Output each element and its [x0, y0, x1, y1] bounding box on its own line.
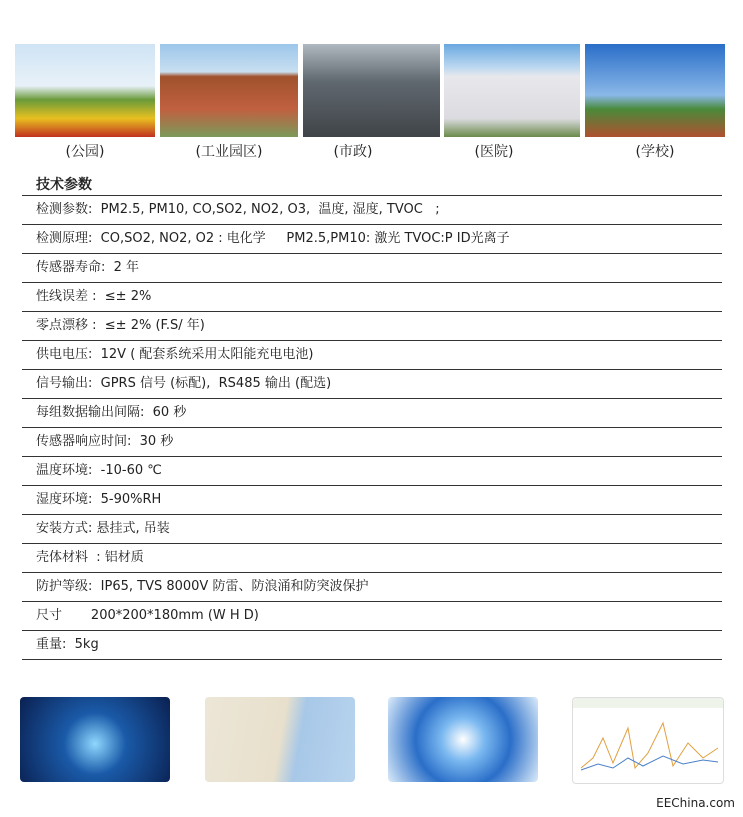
spec-row: 零点漂移 : ≤± 2% (F.S/ 年) [22, 312, 722, 341]
photo-school [585, 44, 725, 137]
spec-row: 传感器响应时间: 30 秒 [22, 428, 722, 457]
chip-image [20, 697, 170, 782]
spec-title: 技术参数 [36, 177, 92, 193]
spec-row: 湿度环境: 5-90%RH [22, 486, 722, 515]
spec-row: 性线误差 : ≤± 2% [22, 283, 722, 312]
spec-row: 壳体材料 : 铝材质 [22, 544, 722, 573]
spec-row: 检测原理: CO,SO2, NO2, O2 : 电化学 PM2.5,PM10: 激光 TVOC:P ID光离子 [22, 225, 722, 254]
spec-row: 重量: 5kg [22, 631, 722, 660]
map-image [205, 697, 355, 782]
spec-row: 安装方式: 悬挂式, 吊装 [22, 515, 722, 544]
caption-school: (学校) [635, 144, 675, 160]
spec-row: 防护等级: IP65, TVS 8000V 防雷、防浪涌和防突波保护 [22, 573, 722, 602]
spec-row: 传感器寿命: 2 年 [22, 254, 722, 283]
photo-hospital [444, 44, 580, 137]
spec-row: 检测参数: PM2.5, PM10, CO,SO2, NO2, O3, 温度, 湿度, TVOC ; [22, 196, 722, 225]
caption-municipal: (市政) [333, 144, 373, 160]
photo-industrial [160, 44, 298, 137]
photo-park [15, 44, 155, 137]
spec-table [22, 195, 722, 660]
caption-industrial: (工业园区) [195, 144, 263, 160]
spec-row: 供电电压: 12V ( 配套系统采用太阳能充电电池) [22, 341, 722, 370]
caption-park: (公园) [65, 144, 105, 160]
watermark: EEChina.com [656, 796, 735, 810]
line-chart-graphic [573, 698, 723, 783]
spec-row: 信号输出: GPRS 信号 (标配), RS485 输出 (配选) [22, 370, 722, 399]
globe-image [388, 697, 538, 782]
spec-row: 温度环境: -10-60 ℃ [22, 457, 722, 486]
photo-municipal [303, 44, 440, 137]
spec-row: 尺寸 200*200*180mm (W H D) [22, 602, 722, 631]
spec-row: 每组数据输出间隔: 60 秒 [22, 399, 722, 428]
chart-screenshot-image [572, 697, 724, 784]
caption-hospital: (医院) [474, 144, 514, 160]
